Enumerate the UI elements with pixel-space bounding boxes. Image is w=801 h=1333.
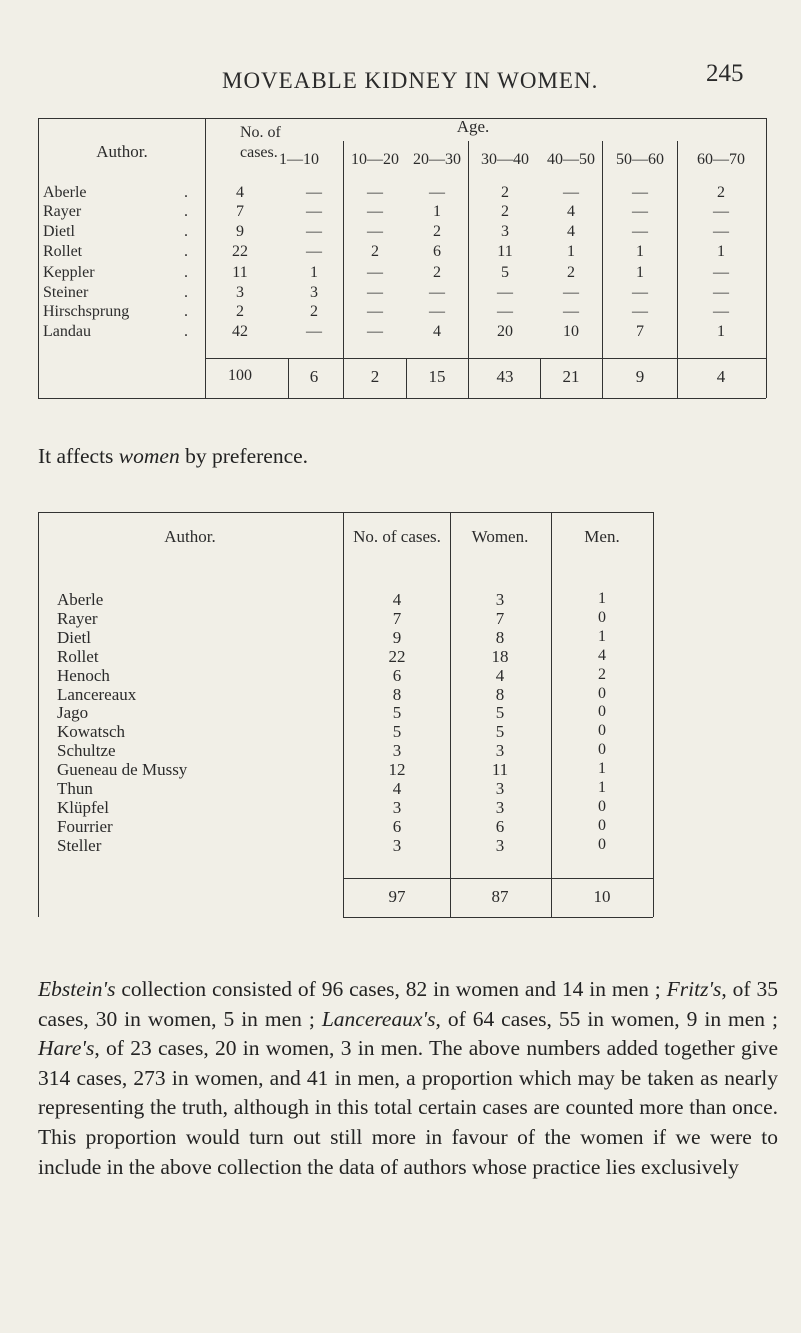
leader-dots: . xyxy=(184,203,194,220)
emphasis-women: women xyxy=(118,444,180,468)
table1-age-cell: 2 xyxy=(433,223,441,240)
table1-age-cell: — xyxy=(497,284,513,301)
table2-women-cell: 5 xyxy=(495,722,505,741)
table1-age-cell: 20 xyxy=(497,323,513,340)
table1-age-cell: 2 xyxy=(371,243,379,260)
table1-age-cell: 11 xyxy=(497,243,513,260)
table2-author-cell: Dietl xyxy=(57,628,91,647)
table2-men-cell: 0 xyxy=(598,817,606,834)
table1-age-cell: — xyxy=(429,303,445,320)
table1-bottom-rule xyxy=(38,398,766,399)
table1-age-cell: 1 xyxy=(636,243,644,260)
table1-age-cell: 2 xyxy=(567,264,575,281)
table2-right-edge xyxy=(653,512,654,917)
table2-cases-cell: 3 xyxy=(392,798,402,817)
table2-men-cell: 0 xyxy=(598,741,606,758)
table1-age-cell: — xyxy=(713,303,729,320)
table1-age-cell: 1 xyxy=(567,243,575,260)
running-head: MOVEABLE KIDNEY IN WOMEN. xyxy=(222,68,599,93)
table1-header-age: Age. xyxy=(456,117,490,136)
leader-dots: . xyxy=(184,243,194,260)
table1-total-age: 2 xyxy=(370,367,380,386)
preference-sentence: It affects women by preference. xyxy=(38,444,309,468)
table1-right-edge xyxy=(766,118,767,398)
age-group-header: 1—10 xyxy=(279,151,319,168)
table1-age-cell: — xyxy=(367,264,383,281)
table2-men-cell: 1 xyxy=(598,628,606,645)
table2-total-women: 87 xyxy=(491,887,509,906)
table1-age-cell: — xyxy=(632,284,648,301)
table2-women-cell: 5 xyxy=(495,703,505,722)
column-divider xyxy=(288,358,289,398)
table1-cases-cell: 11 xyxy=(232,264,248,281)
table2-author-cell: Henoch xyxy=(57,666,110,685)
leader-dots: . xyxy=(184,223,194,240)
table2-author-cell: Jago xyxy=(57,703,89,722)
table1-age-cell: — xyxy=(497,303,513,320)
table1-age-cell: 2 xyxy=(717,184,725,201)
table2-cases-cell: 7 xyxy=(392,609,402,628)
table1-age-cell: 3 xyxy=(310,284,318,301)
table1-left-edge xyxy=(38,118,39,398)
table1-cases-cell: 42 xyxy=(232,323,248,340)
table2-cases-cell: 9 xyxy=(392,628,402,647)
table2-women-cell: 3 xyxy=(495,836,505,855)
table1-age-cell: — xyxy=(367,284,383,301)
table1-total-age: 6 xyxy=(309,367,319,386)
table2-author-cell: Kowatsch xyxy=(57,722,125,741)
leader-dots: . xyxy=(184,264,194,281)
table1-total-age: 4 xyxy=(716,367,726,386)
table1-cases-cell: 7 xyxy=(236,203,244,220)
table1-total-cases: 100 xyxy=(228,367,252,384)
table1-cases-cell: 9 xyxy=(236,223,244,240)
table2-left-edge xyxy=(38,512,39,917)
table1-total-age: 15 xyxy=(428,367,446,386)
table2-author-cell: Rayer xyxy=(57,609,98,628)
table2-author-cell: Steller xyxy=(57,836,102,855)
leader-dots: . xyxy=(184,303,194,320)
table1-author-cell: Aberle xyxy=(43,184,87,201)
table2-women-cell: 3 xyxy=(495,779,505,798)
table2-total-men: 10 xyxy=(593,887,611,906)
table1-total-age: 21 xyxy=(562,367,580,386)
column-divider xyxy=(602,141,603,398)
table1-age-cell: — xyxy=(367,184,383,201)
table1-age-cell: — xyxy=(713,203,729,220)
column-divider xyxy=(540,358,541,398)
table1-author-cell: Dietl xyxy=(43,223,75,240)
table2-totals-rule xyxy=(343,878,653,879)
table1-age-cell: — xyxy=(367,303,383,320)
column-divider xyxy=(406,358,407,398)
table1-age-cell: — xyxy=(306,323,322,340)
table2-men-cell: 0 xyxy=(598,703,606,720)
table2-cases-cell: 4 xyxy=(392,590,402,609)
table2-cases-cell: 5 xyxy=(392,722,402,741)
age-group-header: 30—40 xyxy=(481,151,529,168)
table2-women-cell: 3 xyxy=(495,590,505,609)
table1-totals-rule xyxy=(205,358,766,359)
table1-total-age: 43 xyxy=(496,367,514,386)
table2-men-cell: 0 xyxy=(598,722,606,739)
age-group-header: 20—30 xyxy=(413,151,461,168)
table2-author-cell: Gueneau de Mussy xyxy=(57,760,188,779)
table2-women-cell: 7 xyxy=(495,609,505,628)
table2-men-cell: 2 xyxy=(598,666,606,683)
table2-top-rule xyxy=(38,512,653,513)
table2-women-cell: 4 xyxy=(495,666,505,685)
table2-header-cases: No. of cases. xyxy=(353,527,441,546)
table1-age-cell: — xyxy=(563,303,579,320)
column-divider xyxy=(205,118,206,398)
body-paragraph: Ebstein's collection consisted of 96 cases, 82 in women and 14 in men ; Fritz's, of 35 cases, 30 in women, 5 in men ; Lancereaux's, of 64 cases, 55 in women, 9 in men ; Hare's, of 23 cases, 20 in women, 3 in men. The above numbers added together give 314 cases, 273 in women, and 41 in men, a proportion which may be taken as nearly representing the truth, although in this total certain cases are counted more than once. This proportion would turn out still more in favour of the women if we were to include in the above collection the data of authors whose practice lies exclusively xyxy=(38,977,778,1179)
table2-women-cell: 3 xyxy=(495,741,505,760)
table2-cases-cell: 3 xyxy=(392,741,402,760)
table1-age-cell: — xyxy=(632,184,648,201)
table2-total-cases: 97 xyxy=(388,887,406,906)
table1-age-cell: — xyxy=(306,223,322,240)
table1-age-cell: — xyxy=(367,323,383,340)
table1-age-cell: 4 xyxy=(433,323,441,340)
leader-dots: . xyxy=(184,323,194,340)
table1-age-cell: — xyxy=(306,243,322,260)
table2-header-author: Author. xyxy=(164,527,216,546)
table2-author-cell: Thun xyxy=(57,779,93,798)
table1-cases-cell: 2 xyxy=(236,303,244,320)
table2-men-cell: 0 xyxy=(598,798,606,815)
table1-age-cell: 2 xyxy=(501,184,509,201)
table1-author-cell: Hirschsprung xyxy=(43,303,130,320)
table1-age-cell: — xyxy=(429,184,445,201)
table2-header-men: Men. xyxy=(584,527,620,546)
table2-author-cell: Fourrier xyxy=(57,817,113,836)
table2-men-cell: 0 xyxy=(598,609,606,626)
table1-author-cell: Landau xyxy=(43,323,91,340)
table1-age-cell: — xyxy=(429,284,445,301)
table1-age-cell: 3 xyxy=(501,223,509,240)
column-divider xyxy=(551,512,552,917)
leader-dots: . xyxy=(184,184,194,201)
table1-age-cell: 1 xyxy=(717,323,725,340)
column-divider xyxy=(677,141,678,398)
table2-author-cell: Aberle xyxy=(57,590,104,609)
table1-author-cell: Rollet xyxy=(43,243,83,260)
table1-age-cell: — xyxy=(367,223,383,240)
table2-cases-cell: 22 xyxy=(388,647,406,666)
table1-author-cell: Steiner xyxy=(43,284,89,301)
table2-bottom-rule xyxy=(343,917,653,918)
table1-age-cell: 5 xyxy=(501,264,509,281)
table1-cases-cell: 22 xyxy=(232,243,248,260)
table2-cases-cell: 6 xyxy=(392,817,402,836)
table1-age-cell: — xyxy=(306,203,322,220)
table2-cases-cell: 5 xyxy=(392,703,402,722)
table2-header-women: Women. xyxy=(471,527,529,546)
table2-women-cell: 8 xyxy=(495,685,505,704)
table2-men-cell: 4 xyxy=(598,647,606,664)
table1-author-cell: Rayer xyxy=(43,203,82,220)
table2-women-cell: 6 xyxy=(495,817,505,836)
table1-age-cell: 2 xyxy=(310,303,318,320)
table1-age-cell: 1 xyxy=(433,203,441,220)
table1-age-cell: 7 xyxy=(636,323,644,340)
table1-cases-cell: 3 xyxy=(236,284,244,301)
table1-age-cell: 1 xyxy=(717,243,725,260)
table1-age-cell: 1 xyxy=(636,264,644,281)
table1-age-cell: 1 xyxy=(310,264,318,281)
table1-age-cell: 10 xyxy=(563,323,579,340)
table1-total-age: 9 xyxy=(635,367,645,386)
leader-dots: . xyxy=(184,284,194,301)
table2-cases-cell: 6 xyxy=(392,666,402,685)
column-divider xyxy=(343,512,344,917)
table1-age-cell: 2 xyxy=(501,203,509,220)
table1-age-cell: — xyxy=(563,184,579,201)
table1-age-cell: — xyxy=(563,284,579,301)
table1-age-cell: — xyxy=(713,264,729,281)
table2-men-cell: 1 xyxy=(598,760,606,777)
table1-age-cell: — xyxy=(306,184,322,201)
table2-author-cell: Klüpfel xyxy=(57,798,109,817)
page-number: 245 xyxy=(706,60,744,87)
table2-men-cell: 0 xyxy=(598,836,606,853)
table2-women-cell: 18 xyxy=(491,647,509,666)
table2-cases-cell: 12 xyxy=(388,760,406,779)
column-divider xyxy=(468,141,469,398)
table2-women-cell: 11 xyxy=(491,760,509,779)
age-group-header: 60—70 xyxy=(697,151,745,168)
table1-age-cell: — xyxy=(713,284,729,301)
table1-cases-cell: 4 xyxy=(236,184,244,201)
age-group-header: 10—20 xyxy=(351,151,399,168)
table2-author-cell: Schultze xyxy=(57,741,116,760)
table1-age-cell: — xyxy=(632,203,648,220)
table2-author-cell: Lancereaux xyxy=(57,685,137,704)
table1-age-cell: 2 xyxy=(433,264,441,281)
table2-cases-cell: 3 xyxy=(392,836,402,855)
table1-age-cell: 4 xyxy=(567,223,575,240)
table1-age-cell: — xyxy=(632,223,648,240)
table1-author-cell: Keppler xyxy=(43,264,95,281)
column-divider xyxy=(343,141,344,398)
table1-age-cell: — xyxy=(367,203,383,220)
table2-cases-cell: 8 xyxy=(392,685,402,704)
table2-women-cell: 3 xyxy=(495,798,505,817)
table2-cases-cell: 4 xyxy=(392,779,402,798)
table2-women-cell: 8 xyxy=(495,628,505,647)
table1-age-cell: 6 xyxy=(433,243,441,260)
table2-men-cell: 0 xyxy=(598,685,606,702)
age-group-header: 50—60 xyxy=(616,151,664,168)
column-divider xyxy=(450,512,451,917)
table1-age-cell: — xyxy=(632,303,648,320)
table1-header-cases: No. of cases. xyxy=(240,124,281,161)
table2-author-cell: Rollet xyxy=(57,647,99,666)
age-group-header: 40—50 xyxy=(547,151,595,168)
table2-men-cell: 1 xyxy=(598,590,606,607)
table2-men-cell: 1 xyxy=(598,779,606,796)
table1-age-cell: — xyxy=(713,223,729,240)
table1-top-rule xyxy=(38,118,766,119)
table1-age-cell: 4 xyxy=(567,203,575,220)
table1-header-author: Author. xyxy=(96,142,148,161)
